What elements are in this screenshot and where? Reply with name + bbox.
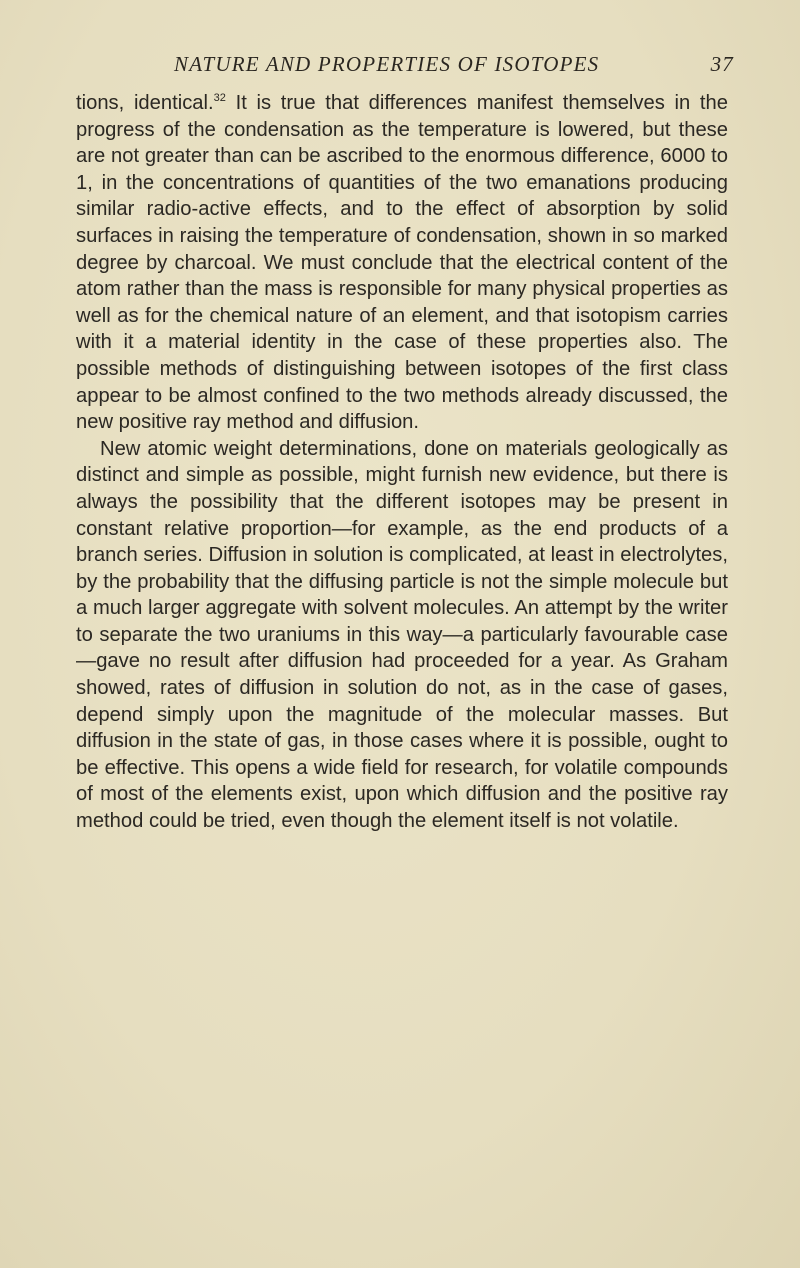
paragraph-1-start: tions, identical.: [76, 92, 214, 114]
page-number: 37: [710, 52, 734, 76]
body-text: [76, 90, 728, 835]
paragraph-1-rest: It is true that differences manifest themselves in the progress of the condensation as the temperature is lowered, but these are not greater than can be ascribed to the enormous difference, 6000 to 1, in the concentrations of quantities of the two emanations producing similar radio-active effects, and to the effect of absorption by solid surfaces in raising the temperature of condensation, shown in so marked degree by charcoal. We must conclude that the electrical content of the atom rather than the mass is responsible for many physical properties as well as for the chemical nature of an element, and that isotopism carries with it a material identity in the case of these properties also. The possible methods of distinguishing between isotopes of the first class appear to be almost confined to the two methods already discussed, the new positive ray method and diffusion.: [76, 92, 728, 434]
paragraph-1: [76, 90, 728, 436]
footnote-reference: 32: [213, 92, 226, 104]
running-title: NATURE AND PROPERTIES OF ISOTOPES: [174, 52, 600, 76]
running-head: [174, 52, 734, 82]
paragraph-2: New atomic weight determinations, done on materials geologically as distinct and simple as possible, might furnish new evidence, but there is always the possibility that the different isotopes may be present in constant relative proportion—for example, as the end products of a branch series. Diffusion in solution is complicated, at least in electrolytes, by the probability that the diffusing particle is not the simple molecule but a much larger aggregate with solvent molecules. An attempt by the writer to separate the two uraniums in this way—a particularly favourable case—gave no result after diffusion had proceeded for a year. As Graham showed, rates of diffusion in solution do not, as in the case of gases, depend simply upon the magnitude of the molecular masses. But diffusion in the state of gas, in those cases where it is possible, ought to be effective. This opens a wide field for research, for volatile compounds of most of the elements exist, upon which diffusion and the positive ray method could be tried, even though the element itself is not volatile.: [76, 437, 728, 833]
